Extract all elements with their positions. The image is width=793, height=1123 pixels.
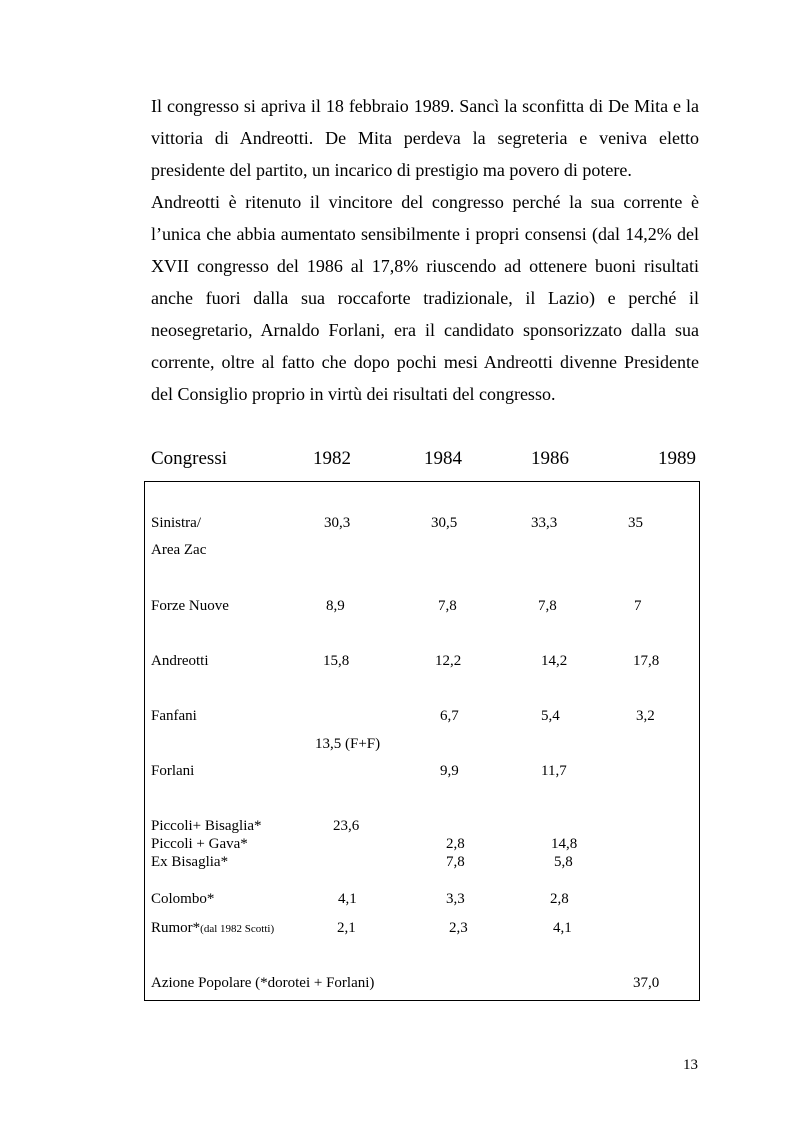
cell-piccoli-gava-1986: 14,8 (551, 836, 578, 852)
page-number: 13 (683, 1057, 698, 1073)
cell-sinistra-1989: 35 (628, 515, 643, 531)
table-header-year-1986: 1986 (531, 448, 569, 469)
cell-rumor-1986: 4,1 (553, 920, 572, 936)
cell-forlani-1984: 9,9 (440, 763, 459, 779)
cell-fanfani-forlani-1982: 13,5 (F+F) (315, 736, 381, 752)
cell-azione-popolare-1989: 37,0 (633, 975, 660, 991)
cell-ex-bisaglia-1984: 7,8 (446, 854, 465, 870)
row-label-area-zac: Area Zac (151, 542, 207, 558)
row-label-piccoli-gava: Piccoli + Gava* (151, 836, 248, 852)
row-label-piccoli-bisaglia: Piccoli+ Bisaglia* (151, 818, 262, 834)
cell-forze-nuove-1986: 7,8 (538, 598, 557, 614)
table-header-year-1989: 1989 (658, 448, 696, 469)
paragraph-andreotti-victory: Andreotti è ritenuto il vincitore del congresso perché la sua corrente è l’unica che abbia aumentato sensibilmente i propri consensi (dal 14,2% del XVII congresso del 1986 al 17,8% riuscendo ad ottenere buoni risultati anche fuori dalla sua roccaforte tradizionale, il Lazio) e perché il neosegretario, Arnaldo Forlani, era il candidato sponsorizzato dalla sua corrente, oltre al fatto che dopo pochi mesi Andreotti divenne Presidente del Consiglio proprio in virtù dei risultati del congresso. (151, 192, 699, 404)
row-label-colombo: Colombo* (151, 891, 215, 907)
cell-andreotti-1986: 14,2 (541, 653, 568, 669)
row-label-forze-nuove: Forze Nuove (151, 598, 229, 614)
table-header-year-1982: 1982 (313, 448, 351, 469)
row-label-andreotti: Andreotti (151, 653, 209, 669)
row-label-rumor (151, 920, 274, 938)
cell-fanfani-1986: 5,4 (541, 708, 560, 724)
cell-colombo-1982: 4,1 (338, 891, 357, 907)
row-label-forlani: Forlani (151, 763, 195, 779)
row-label-azione-popolare: Azione Popolare (*dorotei + Forlani) (151, 975, 375, 991)
cell-colombo-1984: 3,3 (446, 891, 465, 907)
cell-fanfani-1984: 6,7 (440, 708, 459, 724)
rumor-note: (dal 1982 Scotti) (200, 923, 275, 935)
cell-sinistra-1986: 33,3 (531, 515, 558, 531)
cell-andreotti-1989: 17,8 (633, 653, 660, 669)
table-header-year-1984: 1984 (424, 448, 462, 469)
cell-sinistra-1984: 30,5 (431, 515, 458, 531)
cell-rumor-1982: 2,1 (337, 920, 356, 936)
table-header-label: Congressi (151, 448, 227, 469)
cell-andreotti-1982: 15,8 (323, 653, 350, 669)
cell-forze-nuove-1982: 8,9 (326, 598, 345, 614)
cell-piccoli-bisaglia-1982: 23,6 (333, 818, 360, 834)
cell-forlani-1986: 11,7 (541, 763, 567, 779)
cell-forze-nuove-1984: 7,8 (438, 598, 457, 614)
row-label-sinistra: Sinistra/ (151, 515, 202, 531)
rumor-label: Rumor* (151, 920, 201, 936)
cell-rumor-1984: 2,3 (449, 920, 468, 936)
row-label-ex-bisaglia: Ex Bisaglia* (151, 854, 229, 870)
cell-forze-nuove-1989: 7 (634, 598, 642, 614)
cell-andreotti-1984: 12,2 (435, 653, 462, 669)
cell-fanfani-1989: 3,2 (636, 708, 655, 724)
paragraph-congress-opening: Il congresso si apriva il 18 febbraio 1989. Sancì la sconfitta di De Mita e la vittoria di Andreotti. De Mita perdeva la segreteria e veniva eletto presidente del partito, un incarico di prestigio ma povero di potere. (151, 96, 699, 180)
cell-ex-bisaglia-1986: 5,8 (554, 854, 573, 870)
row-label-fanfani: Fanfani (151, 708, 197, 724)
cell-piccoli-gava-1984: 2,8 (446, 836, 465, 852)
cell-colombo-1986: 2,8 (550, 891, 569, 907)
cell-sinistra-1982: 30,3 (324, 515, 351, 531)
